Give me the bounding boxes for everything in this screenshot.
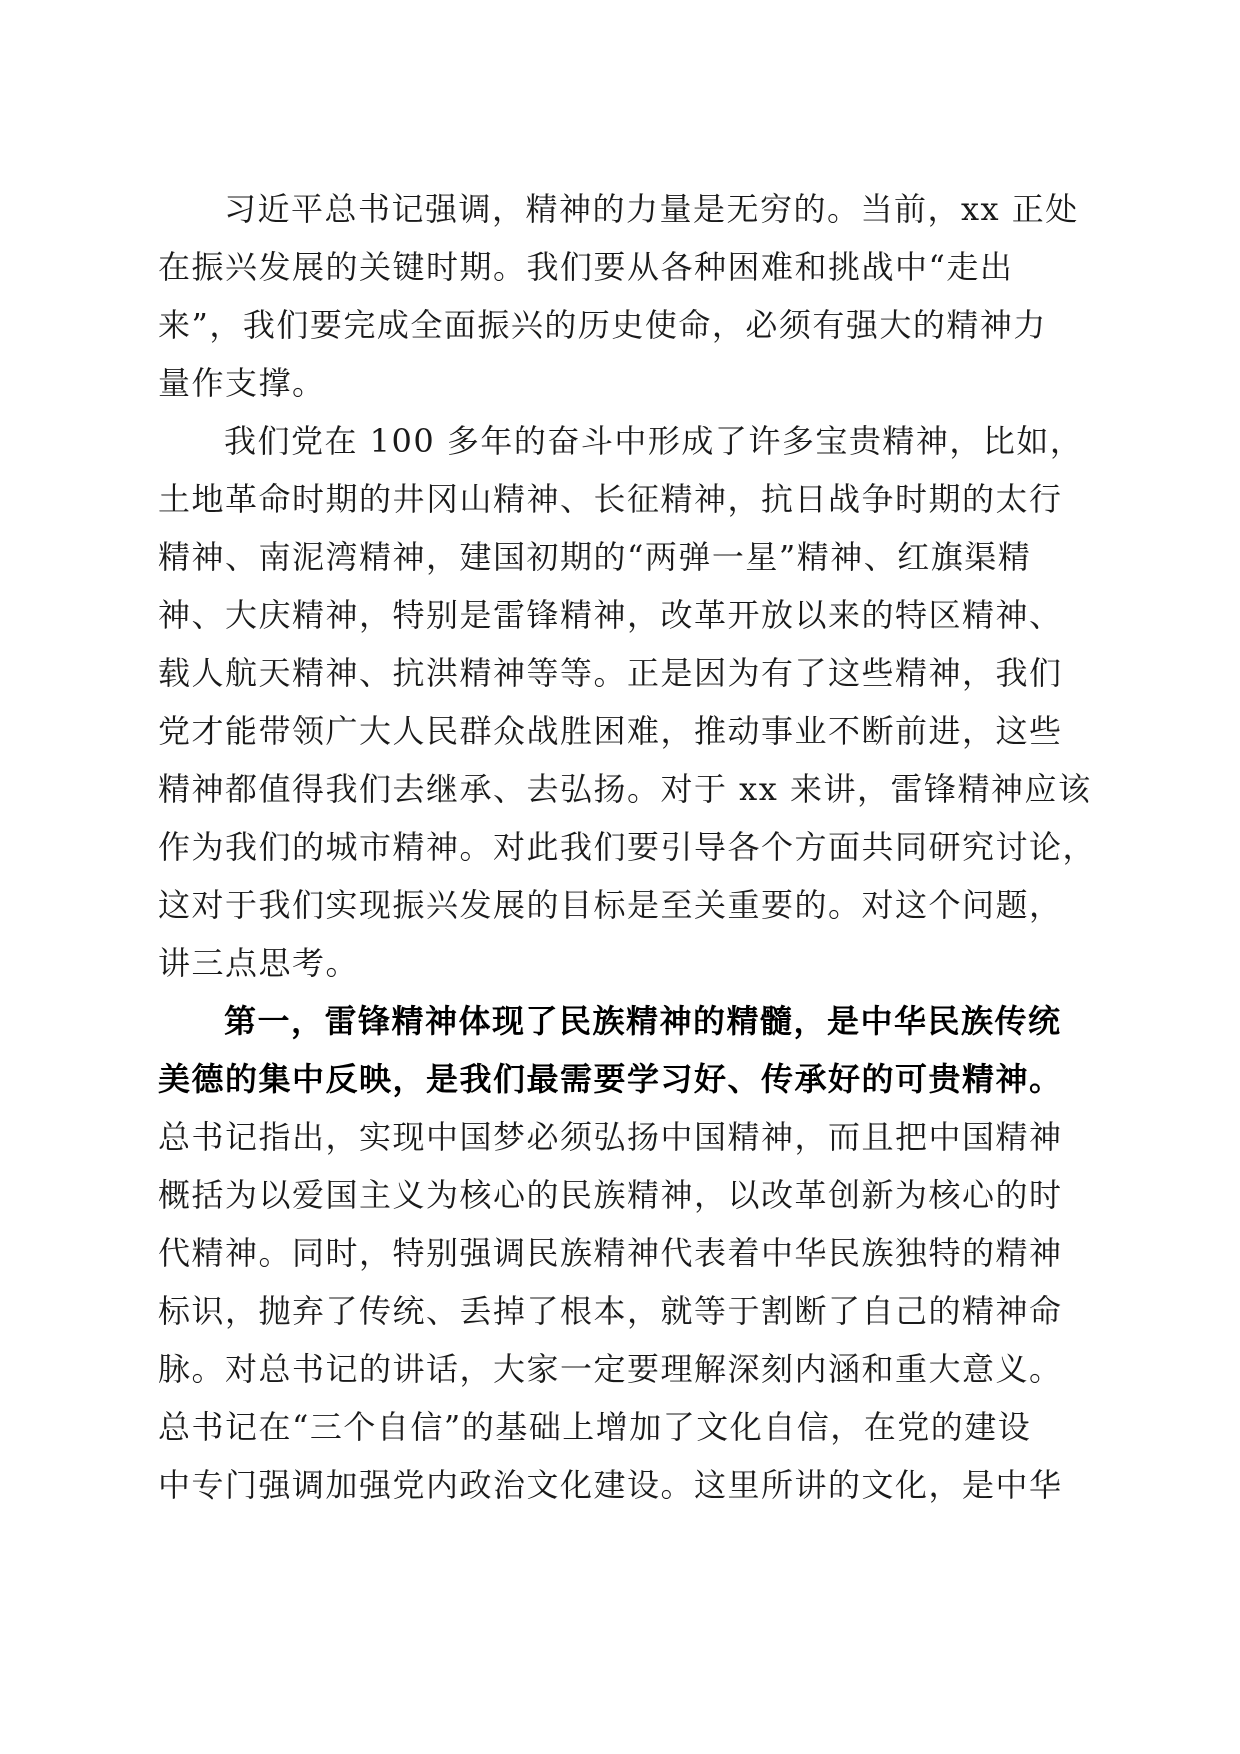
- text-line: 讲三点思考。: [158, 944, 360, 982]
- text-line: 量作支撑。: [158, 364, 326, 402]
- text-line: 党才能带领广大人民群众战胜困难，推动事业不断前进，这些: [158, 712, 1063, 750]
- text-line: 这对于我们实现振兴发展的目标是至关重要的。对这个问题，: [158, 886, 1063, 924]
- text-line: 来”，我们要完成全面振兴的历史使命，必须有强大的精神力: [158, 306, 1047, 344]
- text-line: 精神都值得我们去继承、去弘扬。对于 xx 来讲，雷锋精神应该: [158, 770, 1092, 808]
- text-line: 总书记指出，实现中国梦必须弘扬中国精神，而且把中国精神: [158, 1118, 1063, 1156]
- text-line: 总书记在“三个自信”的基础上增加了文化自信，在党的建设: [158, 1408, 1032, 1446]
- text-line: 在振兴发展的关键时期。我们要从各种困难和挑战中“走出: [158, 248, 1014, 286]
- document-body: [158, 180, 1097, 1514]
- text-line: 概括为以爱国主义为核心的民族精神，以改革创新为核心的时: [158, 1176, 1063, 1214]
- text-line: 习近平总书记强调，精神的力量是无穷的。当前，xx 正处: [224, 190, 1079, 228]
- heading-line: 美德的集中反映，是我们最需要学习好、传承好的可贵精神。: [158, 1060, 1063, 1098]
- text-line: 脉。对总书记的讲话，大家一定要理解深刻内涵和重大意义。: [158, 1350, 1063, 1388]
- text-line: 代精神。同时，特别强调民族精神代表着中华民族独特的精神: [158, 1234, 1063, 1272]
- heading-line: 第一，雷锋精神体现了民族精神的精髓，是中华民族传统: [224, 1002, 1062, 1040]
- text-line: 神、大庆精神，特别是雷锋精神，改革开放以来的特区精神、: [158, 596, 1063, 634]
- text-line: 土地革命时期的井冈山精神、长征精神，抗日战争时期的太行: [158, 480, 1063, 518]
- text-line: 作为我们的城市精神。对此我们要引导各个方面共同研究讨论，: [158, 828, 1097, 866]
- text-line: 我们党在 100 多年的奋斗中形成了许多宝贵精神，比如，: [224, 422, 1084, 460]
- text-line: 标识，抛弃了传统、丢掉了根本，就等于割断了自己的精神命: [158, 1292, 1063, 1330]
- text-line: 精神、南泥湾精神，建国初期的“两弹一星”精神、红旗渠精: [158, 538, 1032, 576]
- text-line: 载人航天精神、抗洪精神等等。正是因为有了这些精神，我们: [158, 654, 1063, 692]
- text-line: 中专门强调加强党内政治文化建设。这里所讲的文化，是中华: [158, 1466, 1063, 1504]
